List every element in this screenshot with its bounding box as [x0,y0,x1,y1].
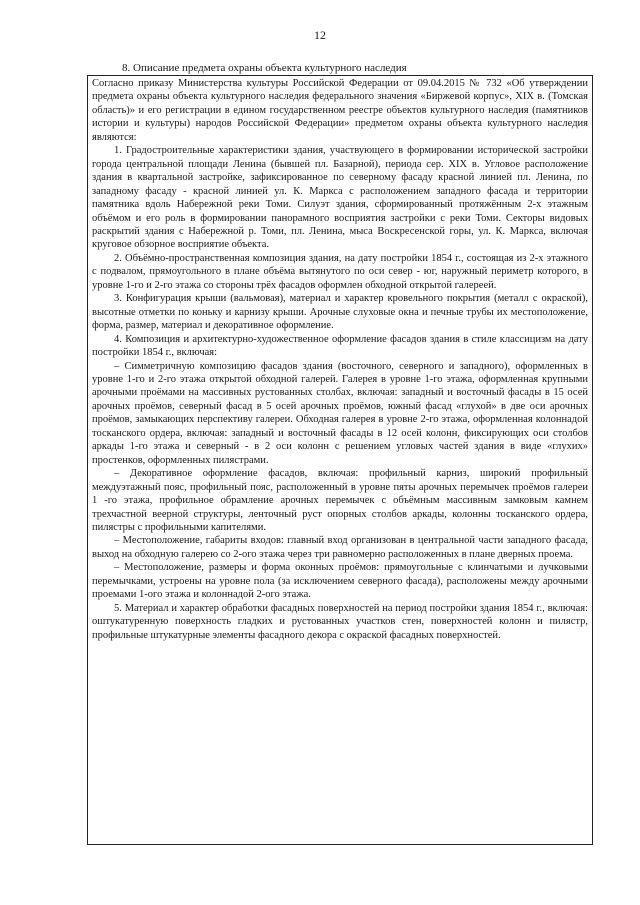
item-4: 4. Композиция и архитектурно-художественное оформление фасадов здания в стиле классицизм на дату постройки 1854 г., включая: [92,333,588,359]
subitem-windows: – Местоположение, размеры и форма оконных проёмов: прямоугольные с клинчатыми и лучковыми перемычками, устроены на уровне пола (за исключением северного фасада), расположены между арочными проемами 1-ого этажа и колоннадой 2-ого этажа. [92,562,588,601]
subitem-decor: – Декоративное оформление фасадов, включая: профильный карниз, широкий профильный междуэтажный пояс, профильный пояс, расположенный в уровне пяты арочных перемычек проёмов галереи 1 -го этажа, профильное обрамление арочных перемычек с объёмным массивным замковым камнем трехчастной веерной структуры, ленточный руст опорных столбов аркады, колонны тосканского ордера, пилястры с профильными капителями. [92,468,588,533]
section-title: 8. Описание предмета охраны объекта культурного наследия [122,62,407,74]
item-3: 3. Конфигурация крыши (вальмовая), материал и характер кровельного покрытия (металл с окраской), высотные отметки по коньку и карнизу крыши. Арочные слуховые окна и печные трубы их местоположение, форма, размер, материал и декоративное оформление. [92,293,588,332]
item-2: 2. Объёмно-пространственная композиция здания, на дату постройки 1854 г., состоящая из 2-х этажного с подвалом, прямоугольного в плане объёма вытянутого по оси север - юг, наружный периметр которого, в уровне 1-го и 2-го этажа со стороны трёх фасадов оформлен обходной открытой галереей. [92,252,588,291]
page-number: 12 [314,28,326,42]
protection-subject-box [87,75,593,845]
intro-paragraph: Согласно приказу Министерства культуры Российской Федерации от 09.04.2015 № 732 «Об утверждении предмета охраны объекта культурного наследия федерального значения «Биржевой корпус», XIX в. (Томская область)» и его регистрации в едином государственном реестре объектов культурного наследия (памятников истории и культуры) народов Российской Федерации» предметом охраны объекта культурного наследия являются: [92,78,588,143]
subitem-entrances: – Местоположение, габариты входов: главный вход организован в центральной части западного фасада, выход на обходную галерею со 2-ого этажа через три равномерно расположенных в плане дверных проема. [92,535,588,560]
item-1: 1. Градостроительные характеристики здания, участвующего в формировании исторической застройки города центральной площади Ленина (бывшей пл. Базарной), периода сер. XIX в. Угловое расположение здания в квартальной застройке, зафиксированное по северному фасаду красной линией пл. Ленина, по западному фасаду - красной линией ул. К. Маркса с расположением западного фасада и территории памятника вдоль Набережной реки Томи. Силуэт здания, сформированный протяжённым 2-х этажным объёмом и его роль в формировании панорамного восприятия застройки с реки Томи. Секторы видовых раскрытий здания с Набережной р. Томи, пл. Ленина, мыса Воскресенской горы, ул. К. Маркса, включая круговое обзорное восприятие объекта. [92,145,588,251]
item-5: 5. Материал и характер обработки фасадных поверхностей на период постройки здания 1854 г., включая: оштукатуренную поверхность гладких и рустованных участков стен, поверхностей колонн и пилястр, профильные штукатурные элементы фасадного декора с окраской фасадных поверхностей. [92,602,588,641]
subitem-composition: – Симметричную композицию фасадов здания (восточного, северного и западного), оформленных в уровне 1-го и 2-го этажа открытой обходной галерей. Галерея в уровне 1-го этажа, оформленная крупными арочными проёмами на массивных рустованных столбах, включая: западный и восточный фасады в 15 осей арочных проёмов, северный фасад в 5 осей арочных проёмов, южный фасад «глухой» в две оси арочных проёмов, замыкающих перспективу галереи. Обходная галерея в уровне 2-го этажа, оформленная колоннадой тосканского ордера, включая: западный и восточный фасады в 12 осей колонн, фиксирующих оси столбов аркады 1-го этажа и северный - в 2 оси колонн с решением угловых частей здания в виде «глухих» простенков, оформленных пилястрами. [92,360,588,466]
